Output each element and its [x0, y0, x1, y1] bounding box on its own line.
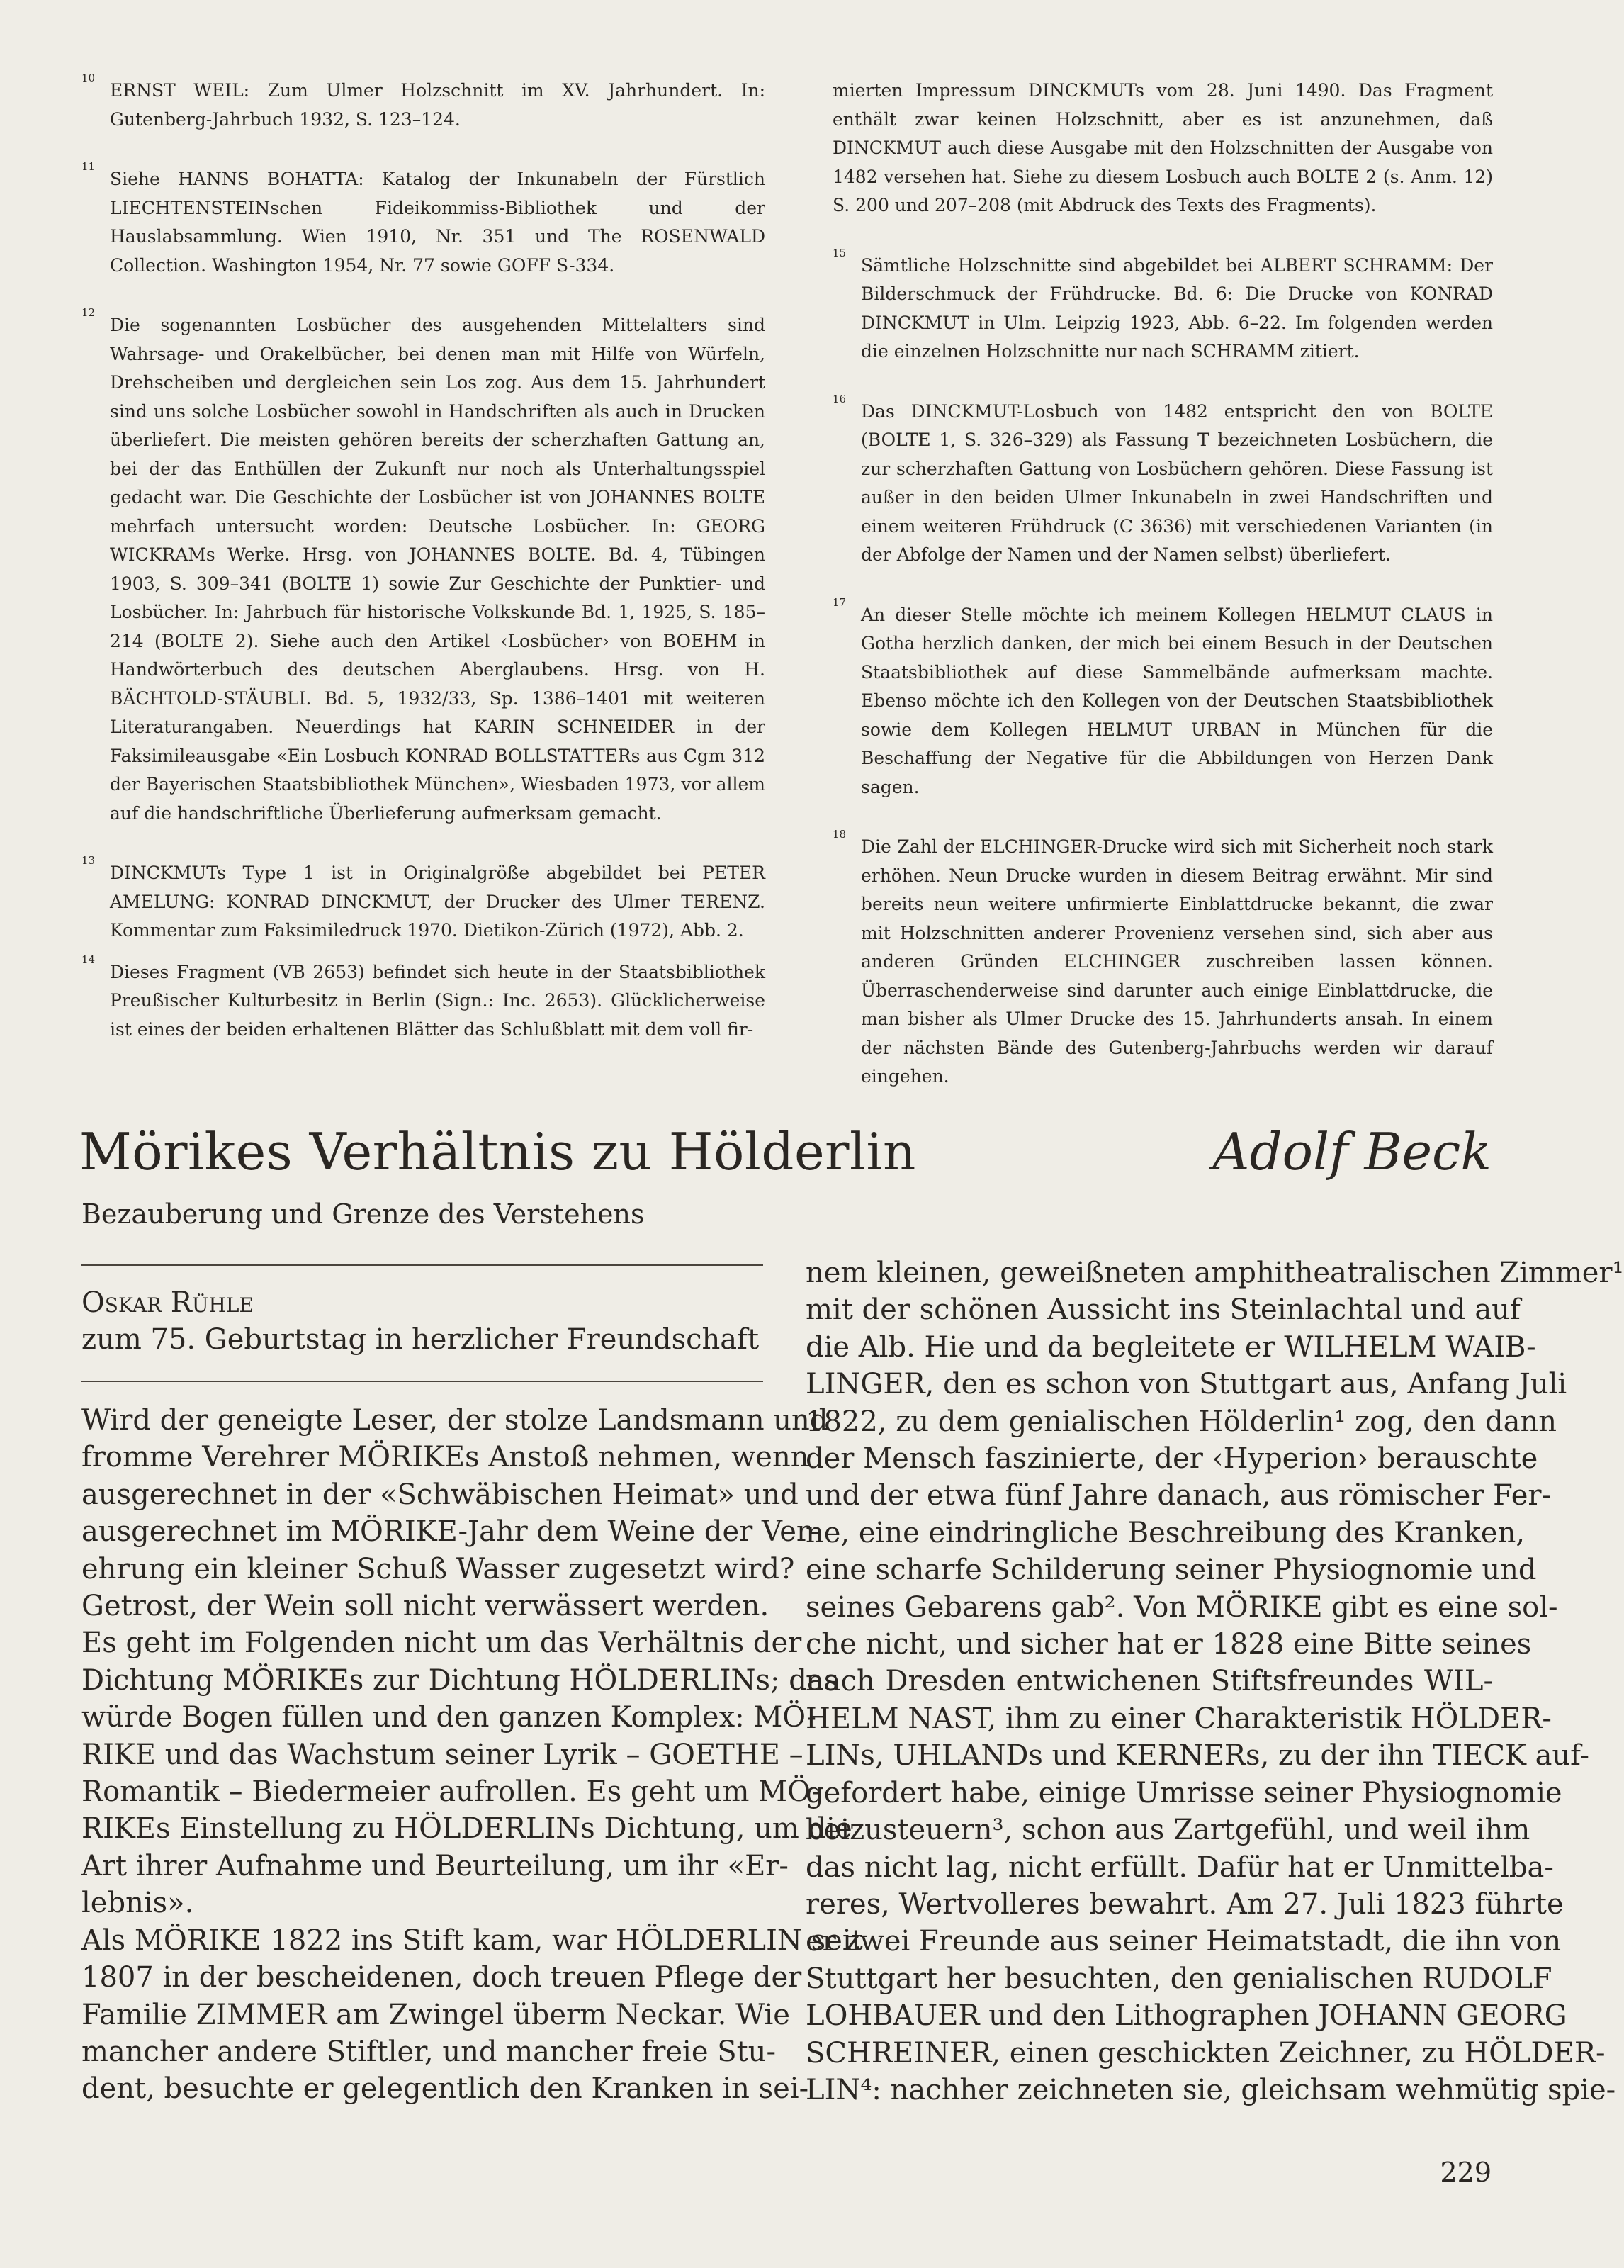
body-line: che nicht, und sicher hat er 1828 eine Bitte seines: [806, 1628, 1532, 1661]
body-line: und der etwa fünf Jahre danach, aus römischer Fer-: [806, 1479, 1552, 1512]
footnote-number: 17: [833, 595, 847, 609]
footnote-number: 14: [81, 953, 96, 966]
body-line: LINs, UHLANDs und KERNERs, zu der ihn TIECK auf-: [806, 1739, 1590, 1773]
dedication-top-rule: [81, 1264, 763, 1266]
body-line: der Mensch faszinierte, der ‹Hyperion› berauschte: [806, 1442, 1538, 1476]
body-line: RIKEs Einstellung zu HÖLDERLINs Dichtung, um die: [81, 1812, 852, 1846]
footnote-17: [833, 595, 1493, 802]
body-line: fromme Verehrer MÖRIKEs Anstoß nehmen, wenn: [81, 1441, 809, 1474]
article-author: Adolf Beck: [1212, 1122, 1492, 1181]
body-line: würde Bogen füllen und den ganzen Komplex: MÖ-: [81, 1701, 817, 1734]
footnote-15: [833, 246, 1493, 366]
footnote-text: Die sogenannten Losbücher des ausgehenden Mittelalters sind Wahrsage- und Orakelbücher, bei denen man mit Hilfe von Würfeln, Drehscheiben und dergleichen sein Los zog. Aus dem 15. Jahrhundert sind uns solche Losbücher sowohl in Handschriften als auch in Drucken überliefert. Die meisten gehören bereits der scherzhaften Gattung an, bei der das Enthüllen der Zukunft nur noch als Unterhaltungsspiel gedacht war. Die Geschichte der Losbücher ist von JOHANNES BOLTE mehrfach untersucht worden: Deutsche Losbücher. In: GEORG WICKRAMs Werke. Hrsg. von JOHANNES BOLTE. Bd. 4, Tübingen 1903, S. 309–341 (BOLTE 1) sowie Zur Geschichte der Punktier- und Losbücher. In: Jahrbuch für historische Volkskunde Bd. 1, 1925, S. 185–214 (BOLTE 2). Siehe auch den Artikel ‹Losbücher› von BOEHM in Handwörterbuch des deutschen Aberglaubens. Hrsg. von H. BÄCHTOLD-STÄUBLI. Bd. 5, 1932/33, Sp. 1386–1401 mit weiteren Literaturangaben. Neuerdings hat KARIN SCHNEIDER in der Faksimileausgabe «Ein Losbuch KONRAD BOLLSTATTERs aus Cgm 312 der Bayerischen Staatsbibliothek München», Wiesbaden 1973, vor allem auf die handschriftliche Überlieferung aufmerksam gemacht.: [110, 315, 765, 824]
footnote-continuation: [833, 77, 1493, 220]
body-line: HELM NAST, ihm zu einer Charakteristik HÖLDER-: [806, 1702, 1552, 1735]
footnote-number: 12: [81, 306, 96, 319]
body-line: mit der schönen Aussicht ins Steinlachtal und auf: [806, 1293, 1521, 1327]
body-line: LIN⁴: nachher zeichneten sie, gleichsam wehmütig spie-: [806, 2073, 1616, 2106]
body-line: Es geht im Folgenden nicht um das Verhältnis der: [81, 1627, 802, 1660]
body-line: beizusteuern³, schon aus Zartgefühl, und weil ihm: [806, 1814, 1530, 1847]
footnotes-left-column: [81, 72, 765, 1075]
footnote-number: 15: [833, 246, 847, 259]
body-line: Wird der geneigte Leser, der stolze Landsmann und: [81, 1404, 828, 1437]
body-line: Dichtung MÖRIKEs zur Dichtung HÖLDERLINs; das: [81, 1663, 839, 1697]
footnote-14: [81, 953, 765, 1045]
body-line: Romantik – Biedermeier aufrollen. Es geht um MÖ-: [81, 1775, 821, 1809]
footnote-16: [833, 392, 1493, 570]
body-line: ausgerechnet in der «Schwäbischen Heimat» und: [81, 1478, 799, 1511]
body-line: er zwei Freunde aus seiner Heimatstadt, die ihn von: [806, 1925, 1562, 1958]
footnote-text: Siehe HANNS BOHATTA: Katalog der Inkunabeln der Fürstlich LIECHTENSTEINschen Fideikommiss-Bibliothek und der Hauslabsammlung. Wien 1910, Nr. 351 und The ROSENWALD Collection. Washington 1954, Nr. 77 sowie GOFF S-334.: [110, 169, 765, 276]
body-line: dent, besuchte er gelegentlich den Kranken in sei-: [81, 2072, 809, 2106]
footnote-number: 13: [81, 854, 96, 867]
footnote-text: Dieses Fragment (VB 2653) befindet sich heute in der Staatsbibliothek Preußischer Kulturbesitz in Berlin (Sign.: Inc. 2653). Glücklicherweise ist eines der beiden erhaltenen Blätter das Schlußblatt mit dem voll fir-: [110, 961, 765, 1040]
footnote-13: [81, 854, 765, 945]
body-line: seines Gebarens gab². Von MÖRIKE gibt es eine sol-: [806, 1590, 1558, 1624]
footnote-text: An dieser Stelle möchte ich meinem Kollegen HELMUT CLAUS in Gotha herzlich danken, der mich bei einem Besuch in der Deutschen Staatsbibliothek auf diese Sammelbände aufmerksam machte. Ebenso möchte ich den Kollegen von der Deutschen Staatsbibliothek sowie dem Kollegen HELMUT URBAN in München für die Beschaffung der Negative für die Abbildungen von Herzen Dank sagen.: [861, 604, 1493, 797]
body-line: lebnis».: [81, 1887, 194, 1920]
body-line: Stuttgart her besuchten, den genialischen RUDOLF: [806, 1962, 1552, 1995]
body-line: mancher andere Stiftler, und mancher freie Stu-: [81, 2035, 776, 2068]
footnote-number: 10: [81, 72, 96, 84]
footnote-12: [81, 306, 765, 828]
footnote-10: [81, 72, 765, 134]
body-line: Als MÖRIKE 1822 ins Stift kam, war HÖLDERLIN seit: [81, 1924, 863, 1957]
body-line: das nicht lag, nicht erfüllt. Dafür hat er Unmittelba-: [806, 1851, 1554, 1884]
body-line: gefordert habe, einige Umrisse seiner Physiognomie: [806, 1776, 1562, 1809]
footnote-number: 18: [833, 828, 847, 841]
footnote-text: DINCKMUTs Type 1 ist in Originalgröße abgebildet bei PETER AMELUNG: KONRAD DINCKMUT, der Drucker des Ulmer TERENZ. Kommentar zum Faksimiledruck 1970. Dietikon-Zürich (1972), Abb. 2.: [110, 863, 765, 941]
body-line: 1807 in der bescheidenen, doch treuen Pflege der: [81, 1961, 802, 1994]
body-line: ehrung ein kleiner Schuß Wasser zugesetzt wird?: [81, 1552, 795, 1585]
body-line: ausgerechnet im MÖRIKE-Jahr dem Weine der Ver-: [81, 1515, 820, 1549]
dedication-bottom-rule: [81, 1381, 763, 1382]
body-line: ne, eine eindringliche Beschreibung des Kranken,: [806, 1516, 1526, 1549]
dedication: [81, 1284, 762, 1358]
body-line: Familie ZIMMER am Zwingel überm Neckar. Wie: [81, 1998, 790, 2031]
body-line: eine scharfe Schilderung seiner Physiognomie und: [806, 1554, 1537, 1587]
body-line: Art ihrer Aufnahme und Beurteilung, um ihr «Er-: [81, 1849, 789, 1882]
body-line: RIKE und das Wachstum seiner Lyrik – GOETHE –: [81, 1738, 803, 1771]
dedication-name: Oskar Rühle: [81, 1286, 254, 1319]
dedication-text: zum 75. Geburtstag in herzlicher Freundschaft: [81, 1323, 760, 1356]
footnote-18: [833, 828, 1493, 1091]
body-text-right-column: [806, 1254, 1624, 2109]
body-line: LINGER, den es schon von Stuttgart aus, Anfang Juli: [806, 1368, 1567, 1401]
body-line: 1822, zu dem genialischen Hölderlin¹ zog, den dann: [806, 1405, 1557, 1438]
body-text-left-column: [81, 1402, 863, 2108]
footnote-text: mierten Impressum DINCKMUTs vom 28. Juni 1490. Das Fragment enthält zwar keinen Holzschnitt, aber es ist anzunehmen, daß DINCKMUT auch diese Ausgabe mit den Holzschnitten der Ausgabe von 1482 versehen hat. Siehe zu diesem Losbuch auch BOLTE 2 (s. Anm. 12) S. 200 und 207–208 (mit Abdruck des Texts des Fragments).: [833, 80, 1493, 215]
body-line: nach Dresden entwichenen Stiftsfreundes WIL-: [806, 1665, 1493, 1698]
footnote-text: Sämtliche Holzschnitte sind abgebildet bei ALBERT SCHRAMM: Der Bilderschmuck der Frühdrucke. Bd. 6: Die Drucke von KONRAD DINCKMUT in Ulm. Leipzig 1923, Abb. 6–22. Im folgenden werden die einzelnen Holzschnitte nur nach SCHRAMM zitiert.: [861, 254, 1493, 361]
body-line: die Alb. Hie und da begleitete er WILHELM WAIB-: [806, 1330, 1536, 1364]
footnote-text: Die Zahl der ELCHINGER-Drucke wird sich mit Sicherheit noch stark erhöhen. Neun Drucke wurden in diesem Beitrag erwähnt. Mir sind bereits neun weitere unfirmierte Einblattdrucke bekannt, die zwar mit Holzschnitten anderer Provenienz versehen sind, sich aber aus anderen Gründen ELCHINGER zuschreiben lassen können. Überraschenderweise sind darunter auch einige Einblattdrucke, die man bisher als Ulmer Drucke des 15. Jahrhunderts ansah. In einem der nächsten Bände des Gutenberg-Jahrbuchs werden wir darauf eingehen.: [861, 836, 1493, 1087]
body-line: Getrost, der Wein soll nicht verwässert werden.: [81, 1590, 769, 1623]
body-line: reres, Wertvolleres bewahrt. Am 27. Juli 1823 führte: [806, 1887, 1564, 1921]
article-subtitle: Bezauberung und Grenze des Verstehens: [81, 1198, 645, 1230]
body-line: LOHBAUER und den Lithographen JOHANN GEORG: [806, 1999, 1567, 2033]
footnote-number: 11: [81, 160, 96, 173]
body-line: nem kleinen, geweißneten amphitheatralischen Zimmer¹: [806, 1257, 1624, 1289]
footnote-text: Das DINCKMUT-Losbuch von 1482 entspricht den von BOLTE (BOLTE 1, S. 326–329) als Fassung T bezeichneten Losbüchern, die zur scherzhaften Gattung von Losbüchern gehören. Diese Fassung ist außer in den beiden Ulmer Inkunabeln in zwei Handschriften und einem weiteren Frühdruck (C 3636) mit verschiedenen Varianten (in der Abfolge der Namen und der Namen selbst) überliefert.: [861, 400, 1493, 565]
footnotes-right-column: [833, 77, 1493, 1123]
page-number: 229: [1440, 2157, 1492, 2188]
article-title: Mörikes Verhältnis zu Hölderlin: [79, 1122, 916, 1181]
footnote-text: ERNST WEIL: Zum Ulmer Holzschnitt im XV. Jahrhundert. In: Gutenberg-Jahrbuch 1932, S. 123–124.: [110, 80, 765, 130]
footnote-number: 16: [833, 392, 847, 405]
body-line: SCHREINER, einen geschickten Zeichner, zu HÖLDER-: [806, 2036, 1606, 2070]
footnote-11: [81, 160, 765, 280]
